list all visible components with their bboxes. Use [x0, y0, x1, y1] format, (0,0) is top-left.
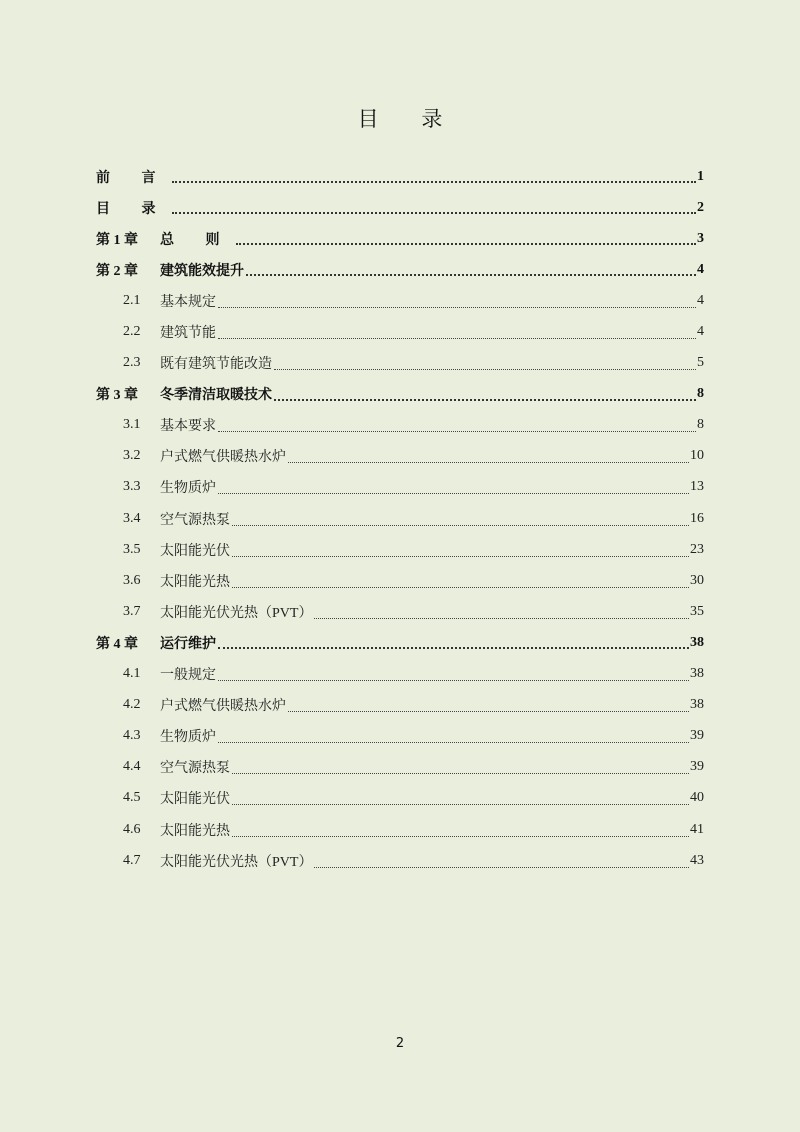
toc-entry-number: 3.1: [123, 417, 141, 433]
dot-leader: [172, 211, 697, 214]
toc-entry-page: 16: [690, 510, 704, 526]
toc-entry-number: 3.2: [123, 448, 141, 464]
toc-entry-number: 第 2 章: [96, 263, 138, 279]
dot-leader: [218, 306, 696, 308]
toc-entry-label: 户式燃气供暖热水炉: [160, 450, 286, 466]
toc-entry-label: 既有建筑节能改造: [160, 357, 272, 373]
toc-entry-section-2-1[interactable]: [96, 285, 704, 316]
toc-entry-number: 3.4: [123, 510, 141, 526]
dot-leader: [232, 835, 689, 837]
toc-entry-label: 基本规定: [160, 294, 216, 310]
toc-entry-section-2-3[interactable]: [96, 348, 704, 379]
toc-entry-page: 4: [697, 261, 704, 277]
toc-entry-label: 总 则: [160, 232, 234, 248]
toc-entry-chapter-1[interactable]: [96, 223, 704, 254]
toc-entry-label: 生物质炉: [160, 730, 216, 746]
toc-entry-label: 太阳能光伏: [160, 543, 230, 559]
dot-leader: [314, 617, 689, 619]
dot-leader: [218, 679, 689, 681]
toc-entry-section-3-2[interactable]: [96, 441, 704, 472]
toc-entry-number: 2.1: [123, 292, 141, 308]
toc-entry-section-4-4[interactable]: [96, 752, 704, 783]
toc-entry-page: 4: [697, 292, 704, 308]
dot-leader: [246, 273, 696, 276]
dot-leader: [236, 242, 697, 245]
dot-leader: [314, 866, 689, 868]
toc-entry-page: 10: [690, 448, 704, 464]
toc-entry-page: 43: [690, 852, 704, 868]
toc-entry-page: 8: [697, 417, 704, 433]
toc-entry-section-3-5[interactable]: [96, 534, 704, 565]
toc-entry-section-4-6[interactable]: [96, 814, 704, 845]
toc-entry-page: 39: [690, 728, 704, 744]
toc-entry-contents[interactable]: [96, 192, 704, 223]
dot-leader: [232, 772, 689, 774]
toc-entry-label: 太阳能光伏: [160, 792, 230, 808]
toc-entry-chapter-2[interactable]: [96, 254, 704, 285]
toc-entry-preface[interactable]: [96, 161, 704, 192]
dot-leader: [232, 586, 689, 588]
toc-entry-label: 空气源热泵: [160, 512, 230, 528]
toc-entry-label: 太阳能光伏光热（PVT）: [160, 605, 313, 621]
dot-leader: [218, 337, 696, 339]
toc-entry-section-3-3[interactable]: [96, 472, 704, 503]
toc-entry-page: 23: [690, 541, 704, 557]
toc-entry-label: 太阳能光热: [160, 823, 230, 839]
dot-leader: [218, 492, 689, 494]
toc-entry-number: 4.4: [123, 759, 141, 775]
toc-entry-page: 2: [697, 199, 704, 215]
toc-entry-label: 空气源热泵: [160, 761, 230, 777]
toc-entry-number: 4.1: [123, 666, 141, 682]
toc-entry-chapter-4[interactable]: [96, 627, 704, 658]
toc-entry-number: 4.6: [123, 821, 141, 837]
toc-entry-page: 30: [690, 572, 704, 588]
toc-entry-page: 35: [690, 603, 704, 619]
toc-entry-number: 3.7: [123, 603, 141, 619]
toc-entry-label: 冬季清洁取暖技术: [160, 388, 272, 404]
dot-leader: [288, 461, 689, 463]
toc-entry-section-3-1[interactable]: [96, 410, 704, 441]
toc-entry-label: 太阳能光热: [160, 574, 230, 590]
toc-entry-page: 3: [697, 230, 704, 246]
toc-entry-number: 4.3: [123, 728, 141, 744]
toc-entry-section-3-6[interactable]: [96, 565, 704, 596]
toc-entry-label: 运行维护: [160, 636, 216, 652]
toc-entry-label: 户式燃气供暖热水炉: [160, 699, 286, 715]
toc-entry-section-4-5[interactable]: [96, 783, 704, 814]
toc-entry-number: 3.6: [123, 572, 141, 588]
dot-leader: [218, 646, 689, 649]
dot-leader: [288, 710, 689, 712]
dot-leader: [218, 430, 696, 432]
toc-entry-label: 建筑节能: [160, 326, 216, 342]
dot-leader: [232, 555, 689, 557]
toc-entry-chapter-3[interactable]: [96, 379, 704, 410]
toc-entry-page: 5: [697, 355, 704, 371]
toc-entry-label: 目 录: [96, 201, 170, 217]
toc-entry-page: 39: [690, 759, 704, 775]
toc-entry-page: 38: [690, 697, 704, 713]
dot-leader: [218, 741, 689, 743]
toc-entry-page: 38: [690, 634, 704, 650]
toc-entry-number: 2.3: [123, 355, 141, 371]
toc-entry-section-4-7[interactable]: [96, 845, 704, 876]
toc-entry-page: 38: [690, 666, 704, 682]
dot-leader: [172, 180, 697, 183]
toc-entry-number: 4.7: [123, 852, 141, 868]
toc-entry-section-4-3[interactable]: [96, 721, 704, 752]
toc-entry-page: 40: [690, 790, 704, 806]
toc-entry-section-2-2[interactable]: [96, 316, 704, 347]
toc-entry-label: 基本要求: [160, 419, 216, 435]
toc-entry-page: 13: [690, 479, 704, 495]
toc-entry-number: 第 1 章: [96, 232, 138, 248]
toc-entry-label: 前 言: [96, 170, 170, 186]
dot-leader: [232, 524, 689, 526]
toc-entry-page: 1: [697, 168, 704, 184]
dot-leader: [274, 368, 696, 370]
toc-entry-section-3-4[interactable]: [96, 503, 704, 534]
toc-entry-page: 41: [690, 821, 704, 837]
page-number: 2: [395, 1036, 405, 1051]
toc-entry-label: 太阳能光伏光热（PVT）: [160, 854, 313, 870]
page-title: 目 录: [357, 107, 461, 131]
toc-entry-section-4-1[interactable]: [96, 659, 704, 690]
toc-entry-page: 8: [697, 386, 704, 402]
toc-entry-number: 4.2: [123, 697, 141, 713]
dot-leader: [232, 803, 689, 805]
toc-entry-section-3-7[interactable]: [96, 596, 704, 627]
toc-entry-number: 第 4 章: [96, 636, 138, 652]
toc-entry-section-4-2[interactable]: [96, 690, 704, 721]
toc-entry-number: 第 3 章: [96, 388, 138, 404]
toc-entry-label: 一般规定: [160, 668, 216, 684]
toc-entry-label: 建筑能效提升: [160, 263, 244, 279]
toc-entry-number: 4.5: [123, 790, 141, 806]
toc-entry-number: 3.3: [123, 479, 141, 495]
toc-entry-label: 生物质炉: [160, 481, 216, 497]
dot-leader: [274, 398, 696, 401]
toc-entry-number: 2.2: [123, 324, 141, 340]
toc-entry-number: 3.5: [123, 541, 141, 557]
toc-entry-page: 4: [697, 324, 704, 340]
table-of-contents: [96, 161, 704, 876]
